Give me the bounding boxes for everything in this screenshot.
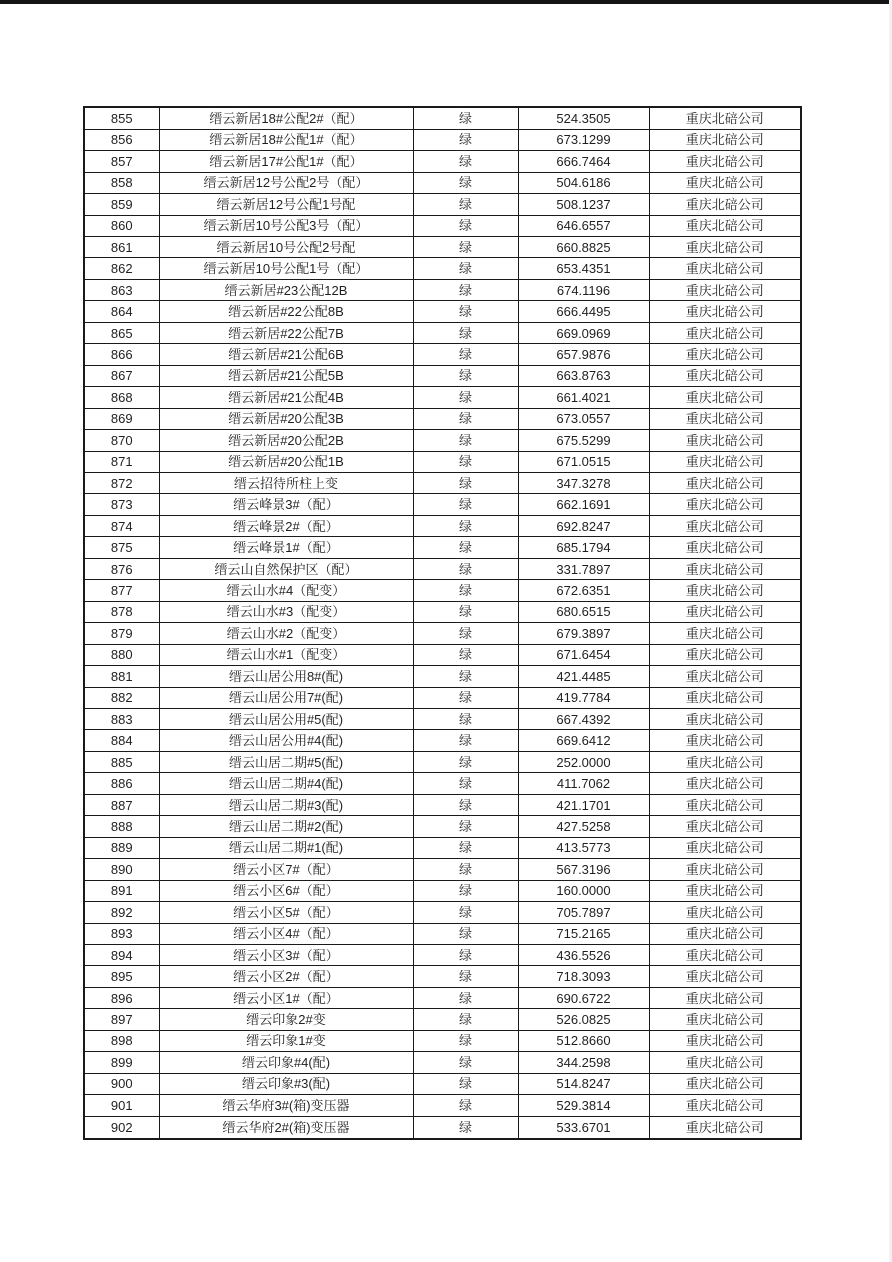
- cell-company: 重庆北碚公司: [649, 966, 801, 987]
- cell-status: 绿: [413, 430, 518, 451]
- cell-value: 653.4351: [518, 258, 649, 279]
- table-row: [84, 580, 801, 601]
- cell-name: 缙云新居17#公配1#（配）: [159, 151, 413, 172]
- cell-seq: 860: [84, 215, 159, 236]
- table-row: [84, 601, 801, 622]
- cell-seq: 863: [84, 279, 159, 300]
- cell-seq: 881: [84, 666, 159, 687]
- cell-value: 680.6515: [518, 601, 649, 622]
- cell-value: 421.4485: [518, 666, 649, 687]
- cell-company: 重庆北碚公司: [649, 344, 801, 365]
- cell-value: 436.5526: [518, 944, 649, 965]
- cell-seq: 877: [84, 580, 159, 601]
- cell-value: 508.1237: [518, 194, 649, 215]
- cell-status: 绿: [413, 601, 518, 622]
- cell-status: 绿: [413, 730, 518, 751]
- cell-value: 667.4392: [518, 708, 649, 729]
- cell-company: 重庆北碚公司: [649, 730, 801, 751]
- cell-seq: 868: [84, 387, 159, 408]
- cell-company: 重庆北碚公司: [649, 107, 801, 129]
- cell-seq: 865: [84, 322, 159, 343]
- cell-seq: 888: [84, 816, 159, 837]
- cell-value: 669.0969: [518, 322, 649, 343]
- cell-status: 绿: [413, 1116, 518, 1139]
- cell-value: 514.8247: [518, 1073, 649, 1094]
- cell-value: 661.4021: [518, 387, 649, 408]
- cell-seq: 887: [84, 794, 159, 815]
- table-row: [84, 365, 801, 386]
- table-row: [84, 794, 801, 815]
- cell-value: 160.0000: [518, 880, 649, 901]
- cell-seq: 864: [84, 301, 159, 322]
- cell-seq: 866: [84, 344, 159, 365]
- table-body: [84, 107, 801, 1139]
- table-row: [84, 944, 801, 965]
- table-row: [84, 987, 801, 1008]
- cell-company: 重庆北碚公司: [649, 387, 801, 408]
- cell-name: 缙云小区2#（配）: [159, 966, 413, 987]
- cell-name: 缙云新居#20公配3B: [159, 408, 413, 429]
- table-row: [84, 708, 801, 729]
- table-row: [84, 215, 801, 236]
- cell-seq: 859: [84, 194, 159, 215]
- cell-status: 绿: [413, 794, 518, 815]
- cell-value: 705.7897: [518, 902, 649, 923]
- cell-value: 504.6186: [518, 172, 649, 193]
- table-row: [84, 666, 801, 687]
- table-row: [84, 1095, 801, 1116]
- table-row: [84, 902, 801, 923]
- cell-value: 567.3196: [518, 859, 649, 880]
- cell-seq: 883: [84, 708, 159, 729]
- cell-company: 重庆北碚公司: [649, 580, 801, 601]
- cell-name: 缙云新居10号公配2号配: [159, 237, 413, 258]
- table-row: [84, 430, 801, 451]
- cell-value: 666.7464: [518, 151, 649, 172]
- cell-value: 413.5773: [518, 837, 649, 858]
- cell-value: 526.0825: [518, 1009, 649, 1030]
- table-row: [84, 730, 801, 751]
- cell-seq: 896: [84, 987, 159, 1008]
- cell-company: 重庆北碚公司: [649, 515, 801, 536]
- cell-name: 缙云山自然保护区（配）: [159, 558, 413, 579]
- cell-company: 重庆北碚公司: [649, 1009, 801, 1030]
- cell-status: 绿: [413, 880, 518, 901]
- cell-company: 重庆北碚公司: [649, 987, 801, 1008]
- cell-company: 重庆北碚公司: [649, 923, 801, 944]
- cell-seq: 870: [84, 430, 159, 451]
- table-row: [84, 151, 801, 172]
- cell-seq: 900: [84, 1073, 159, 1094]
- cell-company: 重庆北碚公司: [649, 944, 801, 965]
- cell-company: 重庆北碚公司: [649, 666, 801, 687]
- cell-status: 绿: [413, 451, 518, 472]
- cell-company: 重庆北碚公司: [649, 558, 801, 579]
- cell-status: 绿: [413, 644, 518, 665]
- cell-name: 缙云山居二期#4(配): [159, 773, 413, 794]
- cell-name: 缙云新居#21公配6B: [159, 344, 413, 365]
- cell-seq: 901: [84, 1095, 159, 1116]
- table-row: [84, 1116, 801, 1139]
- cell-company: 重庆北碚公司: [649, 1116, 801, 1139]
- cell-status: 绿: [413, 408, 518, 429]
- cell-seq: 889: [84, 837, 159, 858]
- cell-status: 绿: [413, 301, 518, 322]
- cell-status: 绿: [413, 944, 518, 965]
- cell-seq: 874: [84, 515, 159, 536]
- cell-seq: 873: [84, 494, 159, 515]
- cell-seq: 867: [84, 365, 159, 386]
- cell-company: 重庆北碚公司: [649, 151, 801, 172]
- cell-value: 674.1196: [518, 279, 649, 300]
- table-row: [84, 751, 801, 772]
- cell-seq: 902: [84, 1116, 159, 1139]
- cell-status: 绿: [413, 580, 518, 601]
- cell-company: 重庆北碚公司: [649, 237, 801, 258]
- cell-seq: 871: [84, 451, 159, 472]
- cell-company: 重庆北碚公司: [649, 1052, 801, 1073]
- cell-company: 重庆北碚公司: [649, 880, 801, 901]
- cell-name: 缙云华府3#(箱)变压器: [159, 1095, 413, 1116]
- cell-value: 533.6701: [518, 1116, 649, 1139]
- cell-company: 重庆北碚公司: [649, 301, 801, 322]
- cell-seq: 892: [84, 902, 159, 923]
- cell-status: 绿: [413, 1073, 518, 1094]
- cell-company: 重庆北碚公司: [649, 1073, 801, 1094]
- cell-status: 绿: [413, 923, 518, 944]
- table-row: [84, 558, 801, 579]
- table-row: [84, 494, 801, 515]
- cell-seq: 875: [84, 537, 159, 558]
- cell-company: 重庆北碚公司: [649, 708, 801, 729]
- cell-seq: 884: [84, 730, 159, 751]
- cell-value: 663.8763: [518, 365, 649, 386]
- cell-company: 重庆北碚公司: [649, 430, 801, 451]
- cell-status: 绿: [413, 172, 518, 193]
- cell-seq: 856: [84, 129, 159, 150]
- cell-status: 绿: [413, 816, 518, 837]
- cell-name: 缙云印象#3(配): [159, 1073, 413, 1094]
- table-row: [84, 451, 801, 472]
- cell-company: 重庆北碚公司: [649, 451, 801, 472]
- cell-company: 重庆北碚公司: [649, 472, 801, 493]
- cell-name: 缙云新居#21公配5B: [159, 365, 413, 386]
- cell-name: 缙云小区4#（配）: [159, 923, 413, 944]
- cell-value: 529.3814: [518, 1095, 649, 1116]
- cell-status: 绿: [413, 237, 518, 258]
- cell-status: 绿: [413, 666, 518, 687]
- cell-company: 重庆北碚公司: [649, 365, 801, 386]
- cell-seq: 878: [84, 601, 159, 622]
- cell-status: 绿: [413, 558, 518, 579]
- cell-name: 缙云新居#22公配8B: [159, 301, 413, 322]
- table-row: [84, 880, 801, 901]
- cell-name: 缙云新居10号公配3号（配）: [159, 215, 413, 236]
- cell-company: 重庆北碚公司: [649, 751, 801, 772]
- transformer-table: [83, 106, 802, 1140]
- table-row: [84, 644, 801, 665]
- cell-value: 347.3278: [518, 472, 649, 493]
- cell-status: 绿: [413, 1095, 518, 1116]
- cell-status: 绿: [413, 1052, 518, 1073]
- cell-status: 绿: [413, 537, 518, 558]
- cell-seq: 894: [84, 944, 159, 965]
- table-row: [84, 472, 801, 493]
- cell-value: 671.6454: [518, 644, 649, 665]
- cell-name: 缙云山水#4（配变）: [159, 580, 413, 601]
- cell-name: 缙云新居#20公配2B: [159, 430, 413, 451]
- cell-name: 缙云小区5#（配）: [159, 902, 413, 923]
- cell-company: 重庆北碚公司: [649, 279, 801, 300]
- cell-status: 绿: [413, 129, 518, 150]
- table-row: [84, 1009, 801, 1030]
- cell-value: 331.7897: [518, 558, 649, 579]
- cell-name: 缙云新居#23公配12B: [159, 279, 413, 300]
- cell-name: 缙云山水#1（配变）: [159, 644, 413, 665]
- cell-name: 缙云新居#21公配4B: [159, 387, 413, 408]
- table-row: [84, 859, 801, 880]
- cell-status: 绿: [413, 623, 518, 644]
- cell-seq: 898: [84, 1030, 159, 1051]
- cell-value: 512.8660: [518, 1030, 649, 1051]
- cell-name: 缙云印象1#变: [159, 1030, 413, 1051]
- cell-status: 绿: [413, 344, 518, 365]
- cell-status: 绿: [413, 194, 518, 215]
- cell-company: 重庆北碚公司: [649, 494, 801, 515]
- table-row: [84, 773, 801, 794]
- cell-status: 绿: [413, 258, 518, 279]
- cell-status: 绿: [413, 365, 518, 386]
- cell-status: 绿: [413, 987, 518, 1008]
- cell-name: 缙云华府2#(箱)变压器: [159, 1116, 413, 1139]
- cell-status: 绿: [413, 1030, 518, 1051]
- cell-company: 重庆北碚公司: [649, 837, 801, 858]
- cell-seq: 886: [84, 773, 159, 794]
- cell-status: 绿: [413, 151, 518, 172]
- cell-value: 411.7062: [518, 773, 649, 794]
- table-row: [84, 344, 801, 365]
- cell-company: 重庆北碚公司: [649, 687, 801, 708]
- cell-value: 657.9876: [518, 344, 649, 365]
- cell-name: 缙云山居公用#4(配): [159, 730, 413, 751]
- cell-status: 绿: [413, 215, 518, 236]
- cell-value: 672.6351: [518, 580, 649, 601]
- cell-value: 685.1794: [518, 537, 649, 558]
- cell-seq: 890: [84, 859, 159, 880]
- cell-company: 重庆北碚公司: [649, 258, 801, 279]
- cell-name: 缙云山居二期#3(配): [159, 794, 413, 815]
- table-row: [84, 816, 801, 837]
- cell-status: 绿: [413, 966, 518, 987]
- cell-name: 缙云小区6#（配）: [159, 880, 413, 901]
- cell-name: 缙云峰景3#（配）: [159, 494, 413, 515]
- cell-status: 绿: [413, 472, 518, 493]
- table-row: [84, 258, 801, 279]
- cell-seq: 885: [84, 751, 159, 772]
- cell-company: 重庆北碚公司: [649, 623, 801, 644]
- cell-company: 重庆北碚公司: [649, 902, 801, 923]
- cell-seq: 861: [84, 237, 159, 258]
- table-row: [84, 537, 801, 558]
- table-row: [84, 194, 801, 215]
- cell-name: 缙云印象2#变: [159, 1009, 413, 1030]
- cell-name: 缙云小区7#（配）: [159, 859, 413, 880]
- cell-name: 缙云新居18#公配1#（配）: [159, 129, 413, 150]
- table-row: [84, 129, 801, 150]
- cell-company: 重庆北碚公司: [649, 859, 801, 880]
- cell-name: 缙云印象#4(配): [159, 1052, 413, 1073]
- table-row: [84, 301, 801, 322]
- cell-name: 缙云山水#3（配变）: [159, 601, 413, 622]
- cell-status: 绿: [413, 494, 518, 515]
- cell-name: 缙云山居二期#5(配): [159, 751, 413, 772]
- table-row: [84, 515, 801, 536]
- cell-company: 重庆北碚公司: [649, 215, 801, 236]
- table-row: [84, 279, 801, 300]
- cell-seq: 862: [84, 258, 159, 279]
- cell-name: 缙云新居10号公配1号（配）: [159, 258, 413, 279]
- cell-seq: 899: [84, 1052, 159, 1073]
- cell-value: 524.3505: [518, 107, 649, 129]
- cell-name: 缙云山居二期#2(配): [159, 816, 413, 837]
- table-row: [84, 837, 801, 858]
- cell-value: 660.8825: [518, 237, 649, 258]
- cell-seq: 897: [84, 1009, 159, 1030]
- cell-value: 419.7784: [518, 687, 649, 708]
- cell-name: 缙云峰景2#（配）: [159, 515, 413, 536]
- table-row: [84, 237, 801, 258]
- cell-value: 427.5258: [518, 816, 649, 837]
- cell-company: 重庆北碚公司: [649, 644, 801, 665]
- cell-value: 662.1691: [518, 494, 649, 515]
- cell-status: 绿: [413, 107, 518, 129]
- cell-seq: 855: [84, 107, 159, 129]
- cell-status: 绿: [413, 837, 518, 858]
- cell-value: 673.0557: [518, 408, 649, 429]
- cell-name: 缙云新居12号公配2号（配）: [159, 172, 413, 193]
- cell-name: 缙云山居二期#1(配): [159, 837, 413, 858]
- table-row: [84, 322, 801, 343]
- cell-name: 缙云山居公用8#(配): [159, 666, 413, 687]
- cell-status: 绿: [413, 708, 518, 729]
- cell-name: 缙云小区3#（配）: [159, 944, 413, 965]
- cell-status: 绿: [413, 387, 518, 408]
- cell-status: 绿: [413, 515, 518, 536]
- cell-seq: 857: [84, 151, 159, 172]
- cell-value: 669.6412: [518, 730, 649, 751]
- cell-value: 692.8247: [518, 515, 649, 536]
- cell-value: 666.4495: [518, 301, 649, 322]
- cell-seq: 895: [84, 966, 159, 987]
- cell-value: 673.1299: [518, 129, 649, 150]
- cell-company: 重庆北碚公司: [649, 1095, 801, 1116]
- cell-company: 重庆北碚公司: [649, 601, 801, 622]
- cell-company: 重庆北碚公司: [649, 129, 801, 150]
- cell-name: 缙云小区1#（配）: [159, 987, 413, 1008]
- cell-name: 缙云招待所柱上变: [159, 472, 413, 493]
- cell-company: 重庆北碚公司: [649, 816, 801, 837]
- cell-name: 缙云峰景1#（配）: [159, 537, 413, 558]
- cell-name: 缙云新居#20公配1B: [159, 451, 413, 472]
- table-row: [84, 923, 801, 944]
- table-row: [84, 172, 801, 193]
- cell-status: 绿: [413, 1009, 518, 1030]
- cell-name: 缙云山水#2（配变）: [159, 623, 413, 644]
- cell-name: 缙云新居18#公配2#（配）: [159, 107, 413, 129]
- table-row: [84, 107, 801, 129]
- cell-company: 重庆北碚公司: [649, 172, 801, 193]
- cell-value: 421.1701: [518, 794, 649, 815]
- cell-seq: 893: [84, 923, 159, 944]
- cell-value: 252.0000: [518, 751, 649, 772]
- cell-value: 690.6722: [518, 987, 649, 1008]
- page-top-border: [0, 0, 892, 4]
- cell-status: 绿: [413, 322, 518, 343]
- cell-name: 缙云山居公用#5(配): [159, 708, 413, 729]
- table-row: [84, 687, 801, 708]
- table-row: [84, 408, 801, 429]
- table-row: [84, 1073, 801, 1094]
- cell-seq: 882: [84, 687, 159, 708]
- cell-value: 344.2598: [518, 1052, 649, 1073]
- cell-value: 718.3093: [518, 966, 649, 987]
- cell-company: 重庆北碚公司: [649, 408, 801, 429]
- cell-seq: 891: [84, 880, 159, 901]
- table-row: [84, 1052, 801, 1073]
- cell-name: 缙云新居12号公配1号配: [159, 194, 413, 215]
- cell-seq: 869: [84, 408, 159, 429]
- cell-seq: 876: [84, 558, 159, 579]
- table-row: [84, 1030, 801, 1051]
- cell-company: 重庆北碚公司: [649, 194, 801, 215]
- cell-name: 缙云山居公用7#(配): [159, 687, 413, 708]
- cell-status: 绿: [413, 687, 518, 708]
- cell-seq: 858: [84, 172, 159, 193]
- cell-seq: 879: [84, 623, 159, 644]
- table-row: [84, 966, 801, 987]
- cell-status: 绿: [413, 773, 518, 794]
- cell-company: 重庆北碚公司: [649, 322, 801, 343]
- cell-status: 绿: [413, 751, 518, 772]
- cell-status: 绿: [413, 859, 518, 880]
- cell-value: 671.0515: [518, 451, 649, 472]
- table-row: [84, 623, 801, 644]
- cell-company: 重庆北碚公司: [649, 794, 801, 815]
- cell-status: 绿: [413, 279, 518, 300]
- cell-value: 675.5299: [518, 430, 649, 451]
- cell-value: 646.6557: [518, 215, 649, 236]
- cell-value: 715.2165: [518, 923, 649, 944]
- cell-seq: 872: [84, 472, 159, 493]
- cell-company: 重庆北碚公司: [649, 537, 801, 558]
- table-row: [84, 387, 801, 408]
- cell-status: 绿: [413, 902, 518, 923]
- cell-value: 679.3897: [518, 623, 649, 644]
- cell-company: 重庆北碚公司: [649, 773, 801, 794]
- cell-name: 缙云新居#22公配7B: [159, 322, 413, 343]
- cell-seq: 880: [84, 644, 159, 665]
- cell-company: 重庆北碚公司: [649, 1030, 801, 1051]
